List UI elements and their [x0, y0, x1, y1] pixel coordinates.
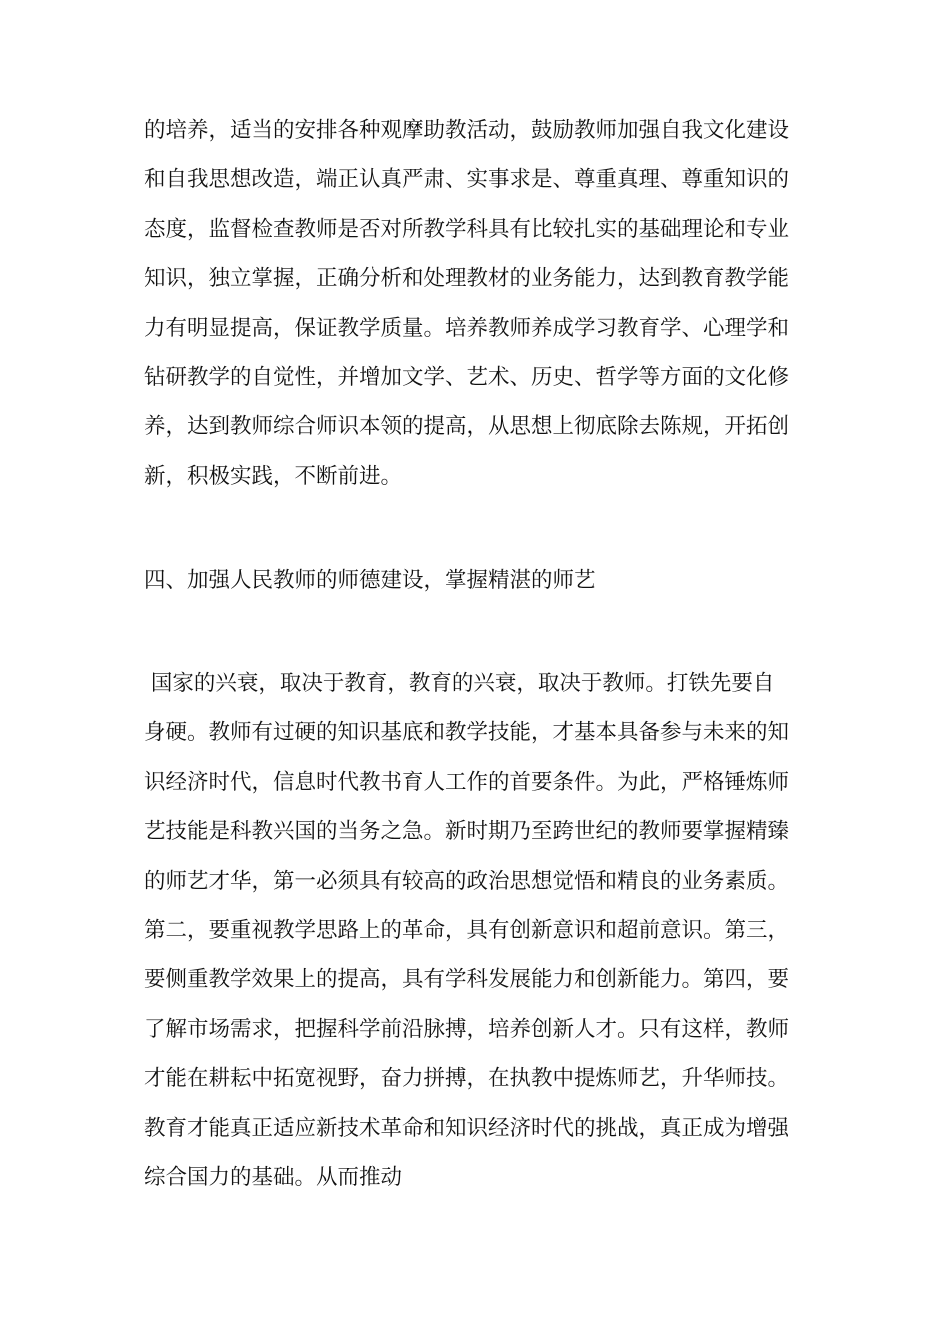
section-heading-block — [144, 556, 816, 605]
paragraph-line: 的师艺才华，第一必须具有较高的政治思想觉悟和精良的业务素质。 — [144, 868, 790, 894]
paragraph-line: 力有明显提高，保证教学质量。培养教师养成学习教育学、心理学和 — [144, 315, 790, 341]
paragraph-body-2 — [144, 659, 816, 1202]
paragraph-line: 钻研教学的自觉性，并增加文学、艺术、历史、哲学等方面的文化修 — [144, 364, 790, 390]
paragraph-line: 才能在耕耘中拓宽视野，奋力拼搏，在执教中提炼师艺，升华师技。 — [144, 1066, 790, 1092]
paragraph-line: 教育才能真正适应新技术革命和知识经济时代的挑战，真正成为增强 — [144, 1115, 790, 1141]
section-heading: 四、加强人民教师的师德建设，掌握精湛的师艺 — [144, 568, 596, 593]
paragraph-line: 和自我思想改造，端正认真严肃、实事求是、尊重真理、尊重知识的 — [144, 167, 790, 193]
paragraph-line: 艺技能是科教兴国的当务之急。新时期乃至跨世纪的教师要掌握精臻 — [144, 819, 790, 845]
paragraph-line: 识经济时代，信息时代教书育人工作的首要条件。为此，严格锤炼师 — [144, 769, 790, 795]
paragraph-line: 的培养，适当的安排各种观摩助教活动，鼓励教师加强自我文化建设 — [144, 118, 790, 143]
paragraph-line: 第二，要重视教学思路上的革命，具有创新意识和超前意识。第三， — [144, 917, 790, 943]
paragraph-line: 态度，监督检查教师是否对所教学科具有比较扎实的基础理论和专业 — [144, 216, 790, 242]
paragraph-line: 新，积极实践，不断前进。 — [144, 463, 403, 489]
paragraph-line: 了解市场需求，把握科学前沿脉搏，培养创新人才。只有这样，教师 — [144, 1016, 790, 1042]
paragraph-line: 养，达到教师综合师识本领的提高，从思想上彻底除去陈规，开拓创 — [144, 414, 790, 440]
paragraph-line: 身硬。教师有过硬的知识基底和教学技能，才基本具备参与未来的知 — [144, 720, 790, 746]
paragraph-line: 知识，独立掌握，正确分析和处理教材的业务能力，达到教育教学能 — [144, 266, 790, 292]
paragraph-line: 国家的兴衰，取决于教育，教育的兴衰，取决于教师。打铁先要自 — [144, 671, 775, 696]
paragraph-line: 要侧重教学效果上的提高，具有学科发展能力和创新能力。第四，要 — [144, 967, 790, 993]
paragraph-line: 综合国力的基础。从而推动 — [144, 1164, 403, 1190]
paragraph-body-1 — [144, 106, 816, 501]
